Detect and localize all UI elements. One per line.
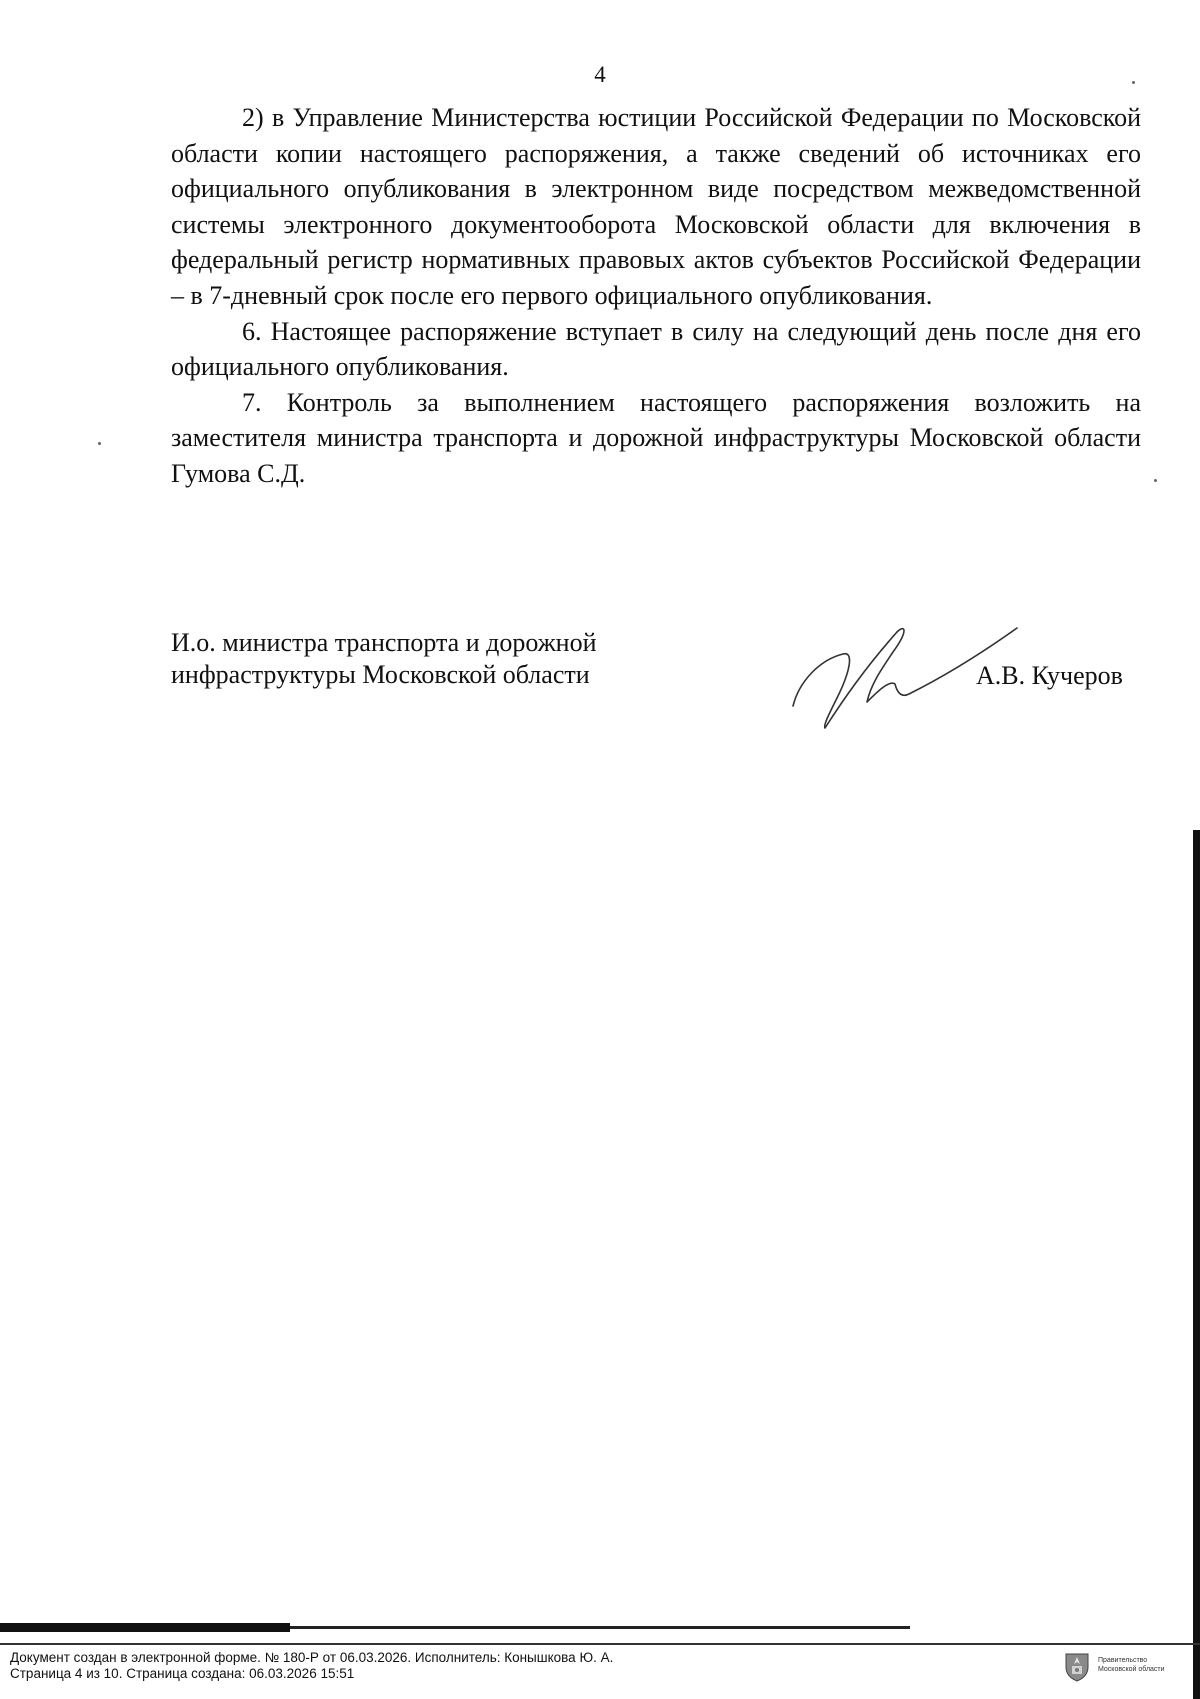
- scan-speck: [1154, 479, 1157, 482]
- scan-bottom-line: [290, 1626, 910, 1629]
- document-footer: [10, 1650, 613, 1682]
- government-logo: [1062, 1650, 1192, 1684]
- paragraph-item-2: 2) в Управление Министерства юстиции Российской Федерации по Московской области копии настоящего распоряжения, а также сведений об источниках его официального опубликования в электронном виде посредством межведомственной системы электронного документооборота Московской области для включения в федеральный регистр нормативных правовых актов субъектов Российской Федерации – в 7-дневный срок после его первого официального опубликования.: [171, 103, 1141, 310]
- scan-speck: [98, 442, 101, 445]
- signer-position: [171, 627, 771, 691]
- gov-label-line-1: Правительство: [1098, 1657, 1148, 1664]
- paragraph-item-7: 7. Контроль за выполнением настоящего распоряжения возложить на заместителя министра транспорта и дорожной инфраструктуры Московской области Гумова С.Д.: [171, 387, 1141, 488]
- scan-bottom-bar: [0, 1623, 290, 1632]
- footer-document-info: Документ создан в электронной форме. № 180-Р от 06.03.2026. Исполнитель: Конышкова Ю. А.: [10, 1650, 614, 1665]
- footer-divider: [0, 1643, 1200, 1645]
- document-body: [171, 100, 1141, 492]
- government-label: [1098, 1656, 1165, 1674]
- scan-edge-shadow: [1193, 830, 1200, 1699]
- coat-of-arms-icon: [1062, 1650, 1092, 1682]
- signer-name: А.В. Кучеров: [976, 661, 1123, 690]
- footer-page-info: Страница 4 из 10. Страница создана: 06.03.2026 15:51: [10, 1666, 355, 1681]
- signer-position-line-1: И.о. министра транспорта и дорожной: [171, 628, 597, 657]
- page-number: 4: [594, 62, 606, 87]
- signer-position-line-2: инфраструктуры Московской области: [171, 660, 590, 689]
- gov-label-line-2: Московской области: [1098, 1666, 1165, 1673]
- paragraph-item-6: 6. Настоящее распоряжение вступает в силу на следующий день после дня его официального опубликования.: [171, 316, 1141, 382]
- scan-speck: [1132, 81, 1135, 84]
